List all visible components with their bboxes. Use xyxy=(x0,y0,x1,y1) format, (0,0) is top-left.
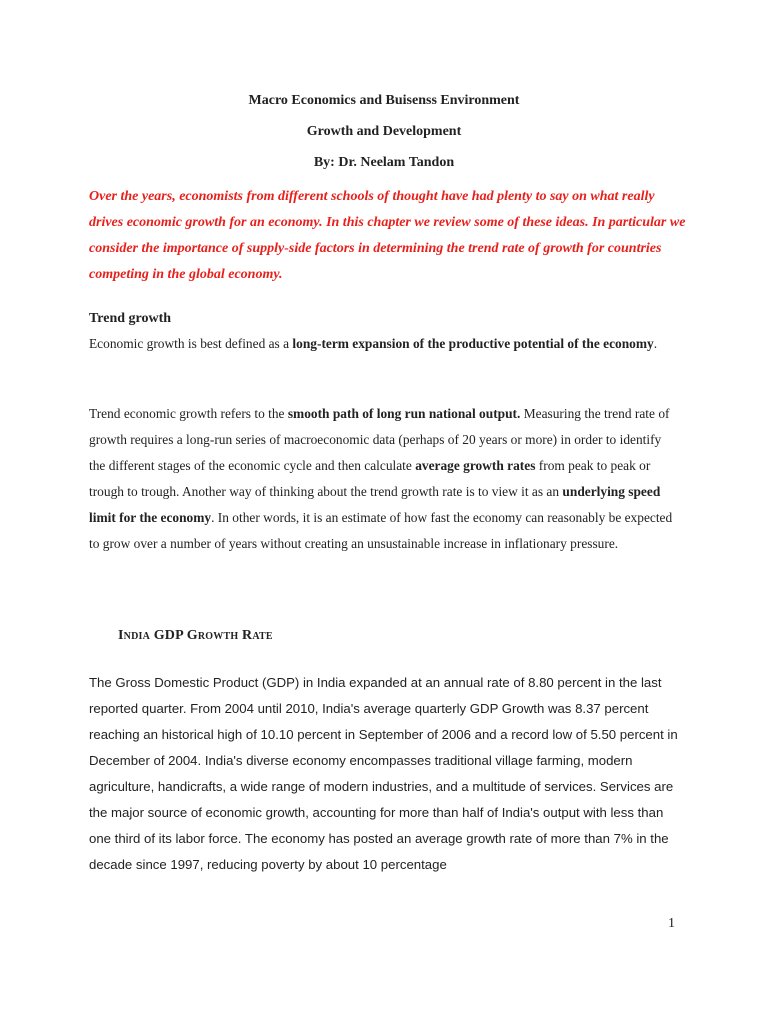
trend-def-bold-1: long-term expansion of the productive potential of the economy xyxy=(292,336,654,351)
trend-economic-growth-paragraph xyxy=(89,401,679,557)
page-number: 1 xyxy=(668,916,675,931)
course-title: Macro Economics and Buisenss Environment xyxy=(248,93,520,108)
india-gdp-heading: India GDP Growth Rate xyxy=(118,628,273,643)
trend-p2-text-2: Measuring the trend rate of growth requires a long-run series of macroeconomic data (perhaps of 20 years or more) in order to identify the different stages of the economic cycle and then calculate xyxy=(89,406,670,473)
trend-p2-bold-3: underlying speed limit for the economy xyxy=(89,484,661,525)
chapter-title: Growth and Development xyxy=(306,124,462,139)
trend-p2-text-4: . In other words, it is an estimate of how fast the economy can reasonably be expected to grow over a number of years without creating an unsustainable increase in inflationary pressure. xyxy=(89,510,673,551)
author-line: By: Dr. Neelam Tandon xyxy=(313,155,455,170)
trend-definition-paragraph xyxy=(89,331,679,357)
india-gdp-paragraph: The Gross Domestic Product (GDP) in India expanded at an annual rate of 8.80 percent in the last reported quarter. From 2004 until 2010, India's average quarterly GDP Growth was 8.37 percent reaching an historical high of 10.10 percent in September of 2006 and a record low of 5.50 percent in December of 2004. India's diverse economy encompasses traditional village farming, modern agriculture, handicrafts, a wide range of modern industries, and a multitude of services. Services are the major source of economic growth, accounting for more than half of India's output with less than one third of its labor force. The economy has posted an average growth rate of more than 7% in the decade since 1997, reducing poverty by about 10 percentage xyxy=(89,675,678,872)
trend-growth-heading: Trend growth xyxy=(89,311,172,326)
trend-p2-bold-2: average growth rates xyxy=(415,458,536,473)
intro-paragraph: Over the years, economists from different schools of thought have had plenty to say on what really drives economic growth for an economy. In this chapter we review some of these ideas. In particular we consider the importance of supply-side factors in determining the trend rate of growth for countries competing in the global economy. xyxy=(89,189,686,282)
trend-p2-text-1: Trend economic growth refers to the xyxy=(89,406,288,421)
trend-def-text-1: Economic growth is best defined as a xyxy=(89,336,293,351)
trend-p2-bold-1: smooth path of long run national output. xyxy=(287,406,521,421)
trend-def-text-2: . xyxy=(653,336,658,351)
trend-p2-text-3: from peak to peak or trough to trough. Another way of thinking about the trend growth rate is to view it as an xyxy=(89,458,651,499)
